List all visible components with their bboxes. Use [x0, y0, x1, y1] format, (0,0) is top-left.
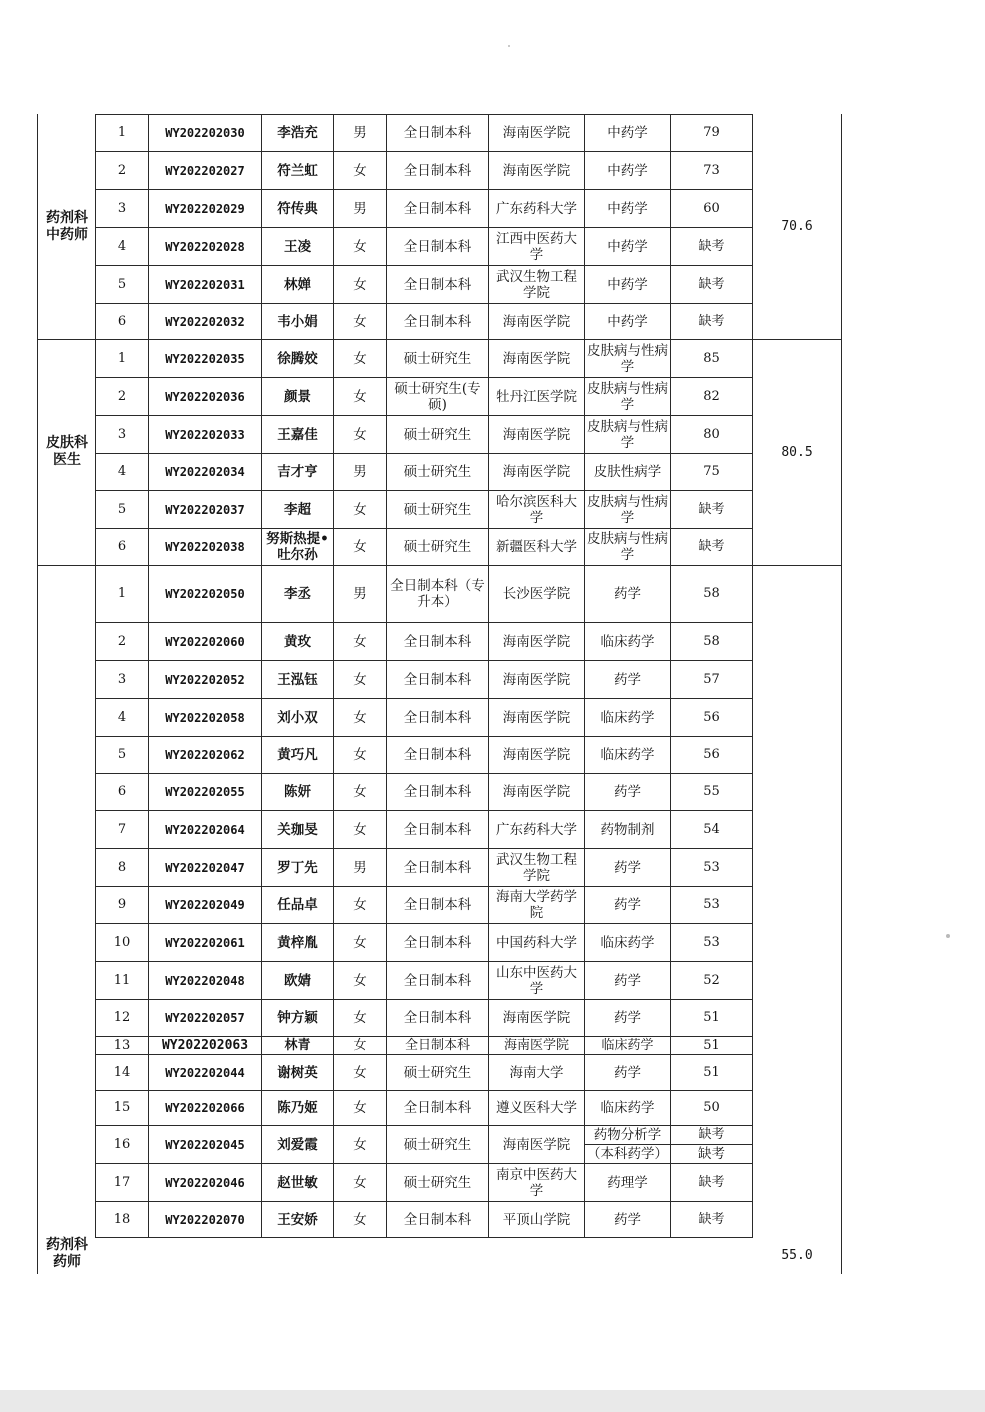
education-level: 硕士研究生 — [387, 529, 489, 566]
candidate-name: 王安娇 — [262, 1202, 334, 1238]
exam-score: 79 — [671, 115, 753, 152]
major: 药学 — [585, 1202, 671, 1238]
exam-score: 50 — [671, 1091, 753, 1126]
candidate-name: 李超 — [262, 491, 334, 529]
major: 皮肤病与性病学 — [585, 378, 671, 416]
education-level: 硕士研究生 — [387, 491, 489, 529]
row-number: 1 — [96, 566, 149, 623]
table-row — [96, 416, 753, 454]
education-level: 全日制本科 — [387, 304, 489, 340]
table-row — [96, 340, 753, 378]
graduate-school: 山东中医药大学 — [489, 962, 585, 1000]
table-row — [96, 661, 753, 699]
exam-score: 52 — [671, 962, 753, 1000]
gender: 女 — [334, 962, 387, 1000]
gender: 女 — [334, 1055, 387, 1091]
exam-score: 54 — [671, 811, 753, 849]
exam-score: 缺考 — [671, 228, 753, 266]
row-number: 8 — [96, 849, 149, 887]
candidate-name: 王泓钰 — [262, 661, 334, 699]
graduate-school: 海南医学院 — [489, 340, 585, 378]
major: 中药学 — [585, 190, 671, 228]
candidate-name: 林青 — [262, 1037, 334, 1055]
exam-score: 56 — [671, 737, 753, 774]
candidate-id: WY202202057 — [149, 1000, 262, 1037]
major: 药学 — [585, 1000, 671, 1037]
major: 临床药学 — [585, 623, 671, 661]
graduate-school: 哈尔滨医科大学 — [489, 491, 585, 529]
candidate-id: WY202202060 — [149, 623, 262, 661]
candidate-id: WY202202058 — [149, 699, 262, 737]
candidate-id: WY202202061 — [149, 924, 262, 962]
exam-score: 57 — [671, 661, 753, 699]
row-number: 2 — [96, 152, 149, 190]
candidate-id: WY202202029 — [149, 190, 262, 228]
major: 药学 — [585, 1055, 671, 1091]
exam-score: 55 — [671, 774, 753, 811]
graduate-school: 海南医学院 — [489, 699, 585, 737]
gender: 女 — [334, 1202, 387, 1238]
major: 药学 — [585, 566, 671, 623]
major: 中药学 — [585, 266, 671, 304]
graduate-school: 海南医学院 — [489, 1037, 585, 1055]
graduate-school: 牡丹江医学院 — [489, 378, 585, 416]
graduate-school: 海南医学院 — [489, 661, 585, 699]
exam-score: 60 — [671, 190, 753, 228]
candidate-id: WY202202049 — [149, 887, 262, 924]
scan-speck — [946, 934, 950, 938]
candidate-name: 欧婧 — [262, 962, 334, 1000]
gender: 女 — [334, 340, 387, 378]
exam-score: 53 — [671, 849, 753, 887]
education-level: 全日制本科 — [387, 849, 489, 887]
table-row — [96, 924, 753, 962]
gender: 男 — [334, 849, 387, 887]
gender: 女 — [334, 266, 387, 304]
page-bottom-strip — [0, 1390, 985, 1412]
gender: 女 — [334, 1091, 387, 1126]
candidate-name: 关珈旻 — [262, 811, 334, 849]
gender: 女 — [334, 228, 387, 266]
candidate-id: WY202202055 — [149, 774, 262, 811]
gender: 女 — [334, 811, 387, 849]
major: 皮肤病与性病学 — [585, 340, 671, 378]
exam-score: 缺考 — [671, 1145, 753, 1164]
major-note: （本科药学） — [585, 1145, 671, 1164]
graduate-school: 中国药科大学 — [489, 924, 585, 962]
major: 药学 — [585, 661, 671, 699]
major: 药学 — [585, 774, 671, 811]
education-level: 全日制本科 — [387, 152, 489, 190]
graduate-school: 海南医学院 — [489, 454, 585, 491]
exam-score: 58 — [671, 566, 753, 623]
row-number: 13 — [96, 1037, 149, 1055]
candidate-name: 刘爱霞 — [262, 1126, 334, 1164]
table-row — [96, 115, 753, 152]
major: 临床药学 — [585, 924, 671, 962]
table-row — [96, 266, 753, 304]
table-row — [96, 304, 753, 340]
table-row — [96, 1164, 753, 1202]
scan-speck — [508, 45, 510, 47]
exam-score: 82 — [671, 378, 753, 416]
graduate-school: 海南医学院 — [489, 1126, 585, 1164]
graduate-school: 海南医学院 — [489, 1000, 585, 1037]
candidate-id: WY202202033 — [149, 416, 262, 454]
candidate-name: 王凌 — [262, 228, 334, 266]
education-level: 全日制本科 — [387, 623, 489, 661]
row-number: 3 — [96, 416, 149, 454]
exam-score: 58 — [671, 623, 753, 661]
table-row — [96, 566, 753, 623]
major: 中药学 — [585, 115, 671, 152]
row-number: 1 — [96, 115, 149, 152]
row-number: 6 — [96, 774, 149, 811]
gender: 女 — [334, 304, 387, 340]
table-row — [96, 228, 753, 266]
candidate-id: WY202202050 — [149, 566, 262, 623]
position-line: 药剂科 — [46, 1237, 88, 1253]
education-level: 全日制本科（专升本） — [387, 566, 489, 623]
candidate-name: 韦小娟 — [262, 304, 334, 340]
position-line: 中药师 — [46, 226, 88, 243]
graduate-school: 新疆医科大学 — [489, 529, 585, 566]
table-row — [96, 623, 753, 661]
major: 药物制剂 — [585, 811, 671, 849]
candidate-id: WY202202037 — [149, 491, 262, 529]
candidate-name: 任品卓 — [262, 887, 334, 924]
graduate-school: 海南医学院 — [489, 774, 585, 811]
table-row — [96, 849, 753, 887]
graduate-school: 江西中医药大学 — [489, 228, 585, 266]
gender: 女 — [334, 661, 387, 699]
table-row — [96, 962, 753, 1000]
row-number: 6 — [96, 304, 149, 340]
graduate-school: 武汉生物工程学院 — [489, 849, 585, 887]
row-number: 6 — [96, 529, 149, 566]
table-row — [96, 774, 753, 811]
gender: 女 — [334, 737, 387, 774]
table-row — [96, 190, 753, 228]
position-label-dermatology — [38, 339, 96, 565]
candidate-id: WY202202044 — [149, 1055, 262, 1091]
major: 中药学 — [585, 304, 671, 340]
exam-score: 85 — [671, 340, 753, 378]
graduate-school: 海南医学院 — [489, 304, 585, 340]
exam-score: 53 — [671, 924, 753, 962]
candidate-name: 努斯热提•吐尔孙 — [262, 529, 334, 566]
candidate-id: WY202202062 — [149, 737, 262, 774]
row-number: 18 — [96, 1202, 149, 1238]
table-row — [96, 1126, 753, 1145]
graduate-school: 南京中医药大学 — [489, 1164, 585, 1202]
education-level: 全日制本科 — [387, 1037, 489, 1055]
major: 皮肤病与性病学 — [585, 491, 671, 529]
candidate-name: 黄巧凡 — [262, 737, 334, 774]
education-level: 全日制本科 — [387, 190, 489, 228]
table-row — [96, 1202, 753, 1238]
gender: 女 — [334, 491, 387, 529]
gender: 女 — [334, 378, 387, 416]
candidate-id: WY202202032 — [149, 304, 262, 340]
exam-score: 缺考 — [671, 266, 753, 304]
candidate-id: WY202202070 — [149, 1202, 262, 1238]
major: 皮肤病与性病学 — [585, 529, 671, 566]
major: 药学 — [585, 962, 671, 1000]
major: 中药学 — [585, 152, 671, 190]
gender: 男 — [334, 115, 387, 152]
gender: 女 — [334, 887, 387, 924]
major: 临床药学 — [585, 737, 671, 774]
table-row — [96, 378, 753, 416]
candidate-name: 陈乃姬 — [262, 1091, 334, 1126]
gender: 女 — [334, 529, 387, 566]
table-row — [96, 1055, 753, 1091]
gender: 女 — [334, 623, 387, 661]
table-row — [96, 1000, 753, 1037]
exam-score: 53 — [671, 887, 753, 924]
row-number: 7 — [96, 811, 149, 849]
education-level: 全日制本科 — [387, 811, 489, 849]
education-level: 全日制本科 — [387, 699, 489, 737]
graduate-school: 遵义医科大学 — [489, 1091, 585, 1126]
candidate-name: 赵世敏 — [262, 1164, 334, 1202]
candidate-id: WY202202038 — [149, 529, 262, 566]
candidate-table-pharmacist — [95, 565, 753, 1238]
education-level: 硕士研究生 — [387, 1055, 489, 1091]
candidate-id: WY202202031 — [149, 266, 262, 304]
exam-score: 缺考 — [671, 1164, 753, 1202]
candidate-name: 谢树英 — [262, 1055, 334, 1091]
position-line: 药剂科 — [46, 209, 88, 226]
gender: 男 — [334, 454, 387, 491]
average-score: 80.5 — [781, 444, 813, 460]
major: 药学 — [585, 887, 671, 924]
candidate-name: 黄梓胤 — [262, 924, 334, 962]
exam-score: 73 — [671, 152, 753, 190]
position-line: 药师 — [53, 1254, 81, 1270]
candidate-id: WY202202046 — [149, 1164, 262, 1202]
position-line: 皮肤科 — [46, 435, 88, 451]
exam-score: 75 — [671, 454, 753, 491]
gender: 女 — [334, 1037, 387, 1055]
row-number: 5 — [96, 737, 149, 774]
candidate-name: 符传典 — [262, 190, 334, 228]
candidate-name: 颜景 — [262, 378, 334, 416]
graduate-school: 海南大学药学院 — [489, 887, 585, 924]
education-level: 全日制本科 — [387, 266, 489, 304]
table-row — [96, 529, 753, 566]
table-row — [96, 454, 753, 491]
position-line: 医生 — [53, 452, 81, 468]
education-level: 全日制本科 — [387, 774, 489, 811]
candidate-id: WY202202027 — [149, 152, 262, 190]
major: 临床药学 — [585, 1037, 671, 1055]
graduate-school: 海南医学院 — [489, 152, 585, 190]
education-level: 硕士研究生 — [387, 1164, 489, 1202]
candidate-id: WY202202035 — [149, 340, 262, 378]
candidate-name: 钟方颖 — [262, 1000, 334, 1037]
gender: 男 — [334, 190, 387, 228]
exam-score: 缺考 — [671, 1126, 753, 1145]
candidate-id: WY202202052 — [149, 661, 262, 699]
candidate-table-pharmacy-tcm — [95, 114, 753, 340]
row-number: 16 — [96, 1126, 149, 1164]
candidate-name: 王嘉佳 — [262, 416, 334, 454]
candidate-name: 李浩充 — [262, 115, 334, 152]
row-number: 3 — [96, 661, 149, 699]
candidate-name: 徐腾姣 — [262, 340, 334, 378]
graduate-school: 海南医学院 — [489, 737, 585, 774]
education-level: 全日制本科 — [387, 887, 489, 924]
candidate-name: 李丞 — [262, 566, 334, 623]
position-label-pharmacist — [38, 565, 96, 1275]
row-number: 4 — [96, 228, 149, 266]
row-number: 11 — [96, 962, 149, 1000]
gender: 女 — [334, 774, 387, 811]
graduate-school: 武汉生物工程学院 — [489, 266, 585, 304]
candidate-id: WY202202066 — [149, 1091, 262, 1126]
major: 药物分析学 — [585, 1126, 671, 1145]
table-row — [96, 491, 753, 529]
candidate-id: WY202202063 — [149, 1037, 262, 1055]
row-number: 2 — [96, 623, 149, 661]
exam-score: 56 — [671, 699, 753, 737]
average-score: 55.0 — [781, 1248, 813, 1263]
candidate-id: WY202202034 — [149, 454, 262, 491]
graduate-school: 海南大学 — [489, 1055, 585, 1091]
candidate-name: 符兰虹 — [262, 152, 334, 190]
exam-score: 51 — [671, 1055, 753, 1091]
candidate-name: 罗丁先 — [262, 849, 334, 887]
row-number: 15 — [96, 1091, 149, 1126]
major: 皮肤病与性病学 — [585, 416, 671, 454]
row-number: 5 — [96, 266, 149, 304]
education-level: 硕士研究生 — [387, 340, 489, 378]
education-level: 全日制本科 — [387, 924, 489, 962]
graduate-school: 平顶山学院 — [489, 1202, 585, 1238]
row-number: 9 — [96, 887, 149, 924]
education-level: 硕士研究生 — [387, 1126, 489, 1164]
candidate-table-dermatology — [95, 339, 753, 566]
exam-score: 缺考 — [671, 304, 753, 340]
exam-score: 80 — [671, 416, 753, 454]
gender: 女 — [334, 1164, 387, 1202]
row-number: 12 — [96, 1000, 149, 1037]
candidate-id: WY202202045 — [149, 1126, 262, 1164]
major: 临床药学 — [585, 699, 671, 737]
major: 中药学 — [585, 228, 671, 266]
gender: 女 — [334, 924, 387, 962]
table-row — [96, 1037, 753, 1055]
major: 药理学 — [585, 1164, 671, 1202]
candidate-id: WY202202048 — [149, 962, 262, 1000]
row-number: 1 — [96, 340, 149, 378]
education-level: 全日制本科 — [387, 1091, 489, 1126]
education-level: 全日制本科 — [387, 962, 489, 1000]
position-label-pharmacy-tcm — [38, 114, 96, 339]
row-number: 17 — [96, 1164, 149, 1202]
row-number: 5 — [96, 491, 149, 529]
education-level: 硕士研究生 — [387, 416, 489, 454]
table-row — [96, 811, 753, 849]
education-level: 全日制本科 — [387, 1000, 489, 1037]
education-level: 硕士研究生 — [387, 454, 489, 491]
candidate-name: 陈妍 — [262, 774, 334, 811]
gender: 女 — [334, 416, 387, 454]
exam-score: 51 — [671, 1037, 753, 1055]
education-level: 全日制本科 — [387, 228, 489, 266]
table-row — [96, 1091, 753, 1126]
table-row — [96, 699, 753, 737]
table-row — [96, 152, 753, 190]
candidate-name: 黄玫 — [262, 623, 334, 661]
exam-score: 缺考 — [671, 1202, 753, 1238]
table-row — [96, 737, 753, 774]
graduate-school: 海南医学院 — [489, 416, 585, 454]
gender: 女 — [334, 1000, 387, 1037]
row-number: 4 — [96, 454, 149, 491]
candidate-name: 吉才亨 — [262, 454, 334, 491]
row-number: 3 — [96, 190, 149, 228]
graduate-school: 广东药科大学 — [489, 811, 585, 849]
average-score: 70.6 — [781, 219, 813, 234]
graduate-school: 长沙医学院 — [489, 566, 585, 623]
major: 皮肤性病学 — [585, 454, 671, 491]
education-level: 全日制本科 — [387, 1202, 489, 1238]
candidate-id: WY202202036 — [149, 378, 262, 416]
row-number: 4 — [96, 699, 149, 737]
education-level: 硕士研究生(专硕) — [387, 378, 489, 416]
candidate-id: WY202202064 — [149, 811, 262, 849]
candidate-name: 林婵 — [262, 266, 334, 304]
candidate-id: WY202202028 — [149, 228, 262, 266]
candidate-id: WY202202030 — [149, 115, 262, 152]
gender: 女 — [334, 1126, 387, 1164]
graduate-school: 广东药科大学 — [489, 190, 585, 228]
major: 药学 — [585, 849, 671, 887]
gender: 女 — [334, 152, 387, 190]
exam-score: 缺考 — [671, 491, 753, 529]
candidate-name: 刘小双 — [262, 699, 334, 737]
education-level: 全日制本科 — [387, 661, 489, 699]
table-row — [96, 887, 753, 924]
exam-score: 缺考 — [671, 529, 753, 566]
education-level: 全日制本科 — [387, 737, 489, 774]
graduate-school: 海南医学院 — [489, 623, 585, 661]
major: 临床药学 — [585, 1091, 671, 1126]
gender: 女 — [334, 699, 387, 737]
graduate-school: 海南医学院 — [489, 115, 585, 152]
candidate-id: WY202202047 — [149, 849, 262, 887]
education-level: 全日制本科 — [387, 115, 489, 152]
row-number: 14 — [96, 1055, 149, 1091]
row-number: 2 — [96, 378, 149, 416]
exam-score: 51 — [671, 1000, 753, 1037]
gender: 男 — [334, 566, 387, 623]
row-number: 10 — [96, 924, 149, 962]
